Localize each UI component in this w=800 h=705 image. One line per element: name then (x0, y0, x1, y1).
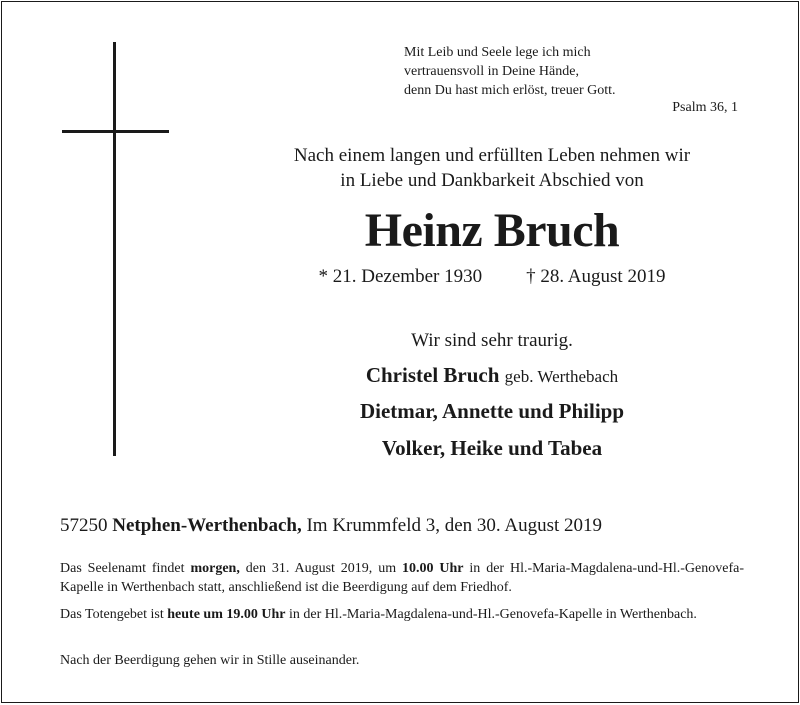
obituary-notice (1, 1, 799, 703)
closing-notice: Nach der Beerdigung gehen wir in Stille auseinander. (60, 653, 360, 668)
notice-text: in der Hl.-Maria-Magdalena-und-Hl.-Genovefa-Kapelle in Werthenbach. (285, 607, 697, 622)
deceased-name: Heinz Bruch (364, 204, 620, 257)
prayer-notice (60, 605, 744, 624)
intro-line: Nach einem langen und erfüllten Leben nehmen wir (293, 145, 691, 166)
requiem-notice (60, 559, 744, 597)
death-date: † 28. August 2019 (526, 266, 666, 287)
intro-line: in Liebe und Dankbarkeit Abschied von (340, 170, 644, 191)
notice-text: Das Totengebet ist (60, 607, 168, 622)
address-street-date: Im Krummfeld 3, den 30. August 2019 (306, 515, 603, 536)
spouse-maiden-name: geb. Werthebach (504, 367, 619, 386)
psalm-reference: Psalm 36, 1 (672, 100, 738, 115)
psalm-line: denn Du hast mich erlöst, treuer Gott. (404, 83, 616, 98)
psalm-line: Mit Leib und Seele lege ich mich (404, 45, 591, 60)
notice-emphasis: morgen, (190, 561, 240, 576)
address-town: Netphen-Werthenbach, (112, 515, 302, 536)
notice-emphasis: 10.00 Uhr (402, 561, 464, 576)
intro-text (192, 143, 792, 193)
notice-text: in der Hl.-Maria-Magdalena-und-Hl.-Genovefa-Kapelle in Werthenbach statt, anschließend ist die Beerdigung auf dem Friedhof. (60, 561, 744, 595)
cross-vertical-bar (113, 42, 116, 456)
notice-text: Das Seelenamt findet (60, 561, 191, 576)
mourning-line: Wir sind sehr traurig. (411, 330, 573, 351)
psalm-quote (404, 43, 616, 100)
address-line (60, 514, 602, 538)
birth-date: * 21. Dezember 1930 (318, 266, 483, 287)
family-line: Dietmar, Annette und Philipp (359, 399, 625, 423)
family-line: Volker, Heike und Tabea (381, 436, 603, 460)
life-dates (192, 265, 792, 289)
cross-horizontal-bar (62, 130, 169, 133)
notice-text: den 31. August 2019, um (239, 561, 402, 576)
family-spouse (192, 362, 792, 390)
psalm-line: vertrauensvoll in Deine Hände, (404, 64, 579, 79)
spouse-name: Christel Bruch (365, 363, 500, 387)
address-zip: 57250 (60, 515, 108, 536)
notice-emphasis: heute um 19.00 Uhr (167, 607, 286, 622)
